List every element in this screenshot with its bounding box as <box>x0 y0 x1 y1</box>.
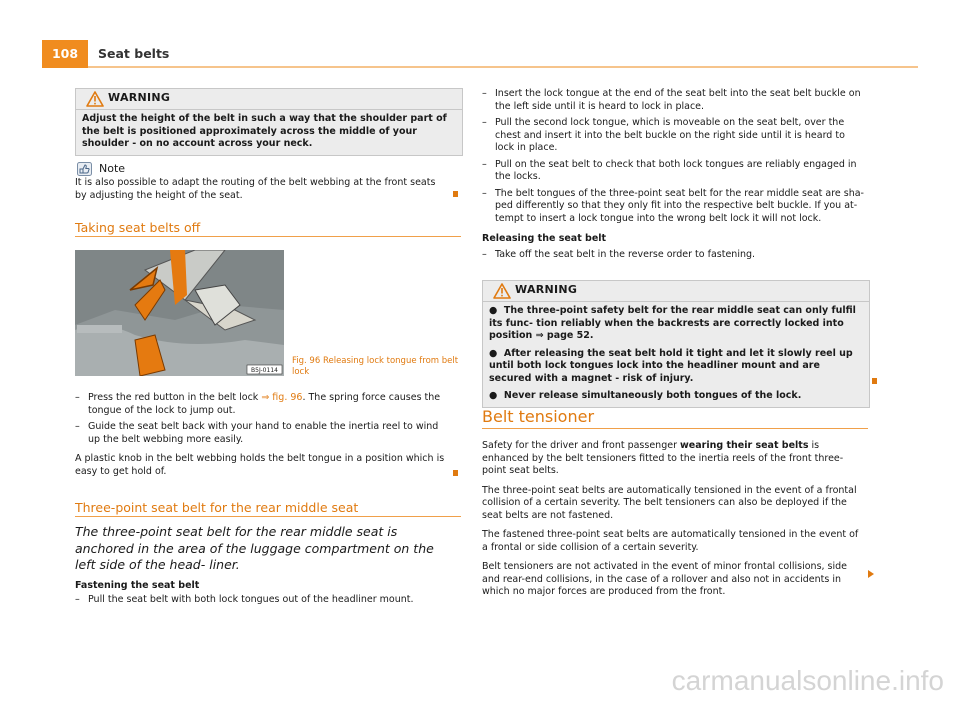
paragraph: Belt tensioners are not activated in the event of minor frontal collisions, side and rear-end collisions, in the case of a rollover and also not in accidents in which no major forces are produced from the front. <box>482 561 848 597</box>
section-rule <box>75 516 461 517</box>
page-number: 108 <box>42 40 88 68</box>
fastening-steps <box>482 88 866 261</box>
section-rule <box>482 428 868 429</box>
list-item: – Pull on the seat belt to check that both lock tongues are reliably engaged in the locks. <box>482 159 866 184</box>
list-item: – Take off the seat belt in the reverse order to fastening. <box>482 249 866 262</box>
note-icon <box>77 162 92 176</box>
figure-caption: Fig. 96 Releasing lock tongue from belt lock <box>292 356 459 377</box>
note-block <box>75 162 461 202</box>
warning-icon <box>86 91 104 107</box>
section-heading-rear-middle: Three-point seat belt for the rear middle seat <box>75 500 359 515</box>
fig-96-link[interactable]: ⇒ fig. 96 <box>261 392 303 403</box>
fastening-label: Fastening the seat belt <box>75 580 200 591</box>
watermark: carmanualsonline.info <box>671 665 944 696</box>
list-item: – Pull the seat belt with both lock tongues out of the headliner mount. <box>75 594 458 607</box>
list-item: – Pull the second lock tongue, which is moveable on the seat belt, over the chest and insert it into the belt buckle on the right side until it is heard to lock in place. <box>482 117 866 155</box>
paragraph: The three-point seat belts are automatically tensioned in the event of a frontal collision of a certain severity. The belt tensioners can also be deployed if the seat belts are not fastened. <box>482 484 857 521</box>
warning-box-left <box>75 88 463 156</box>
list-item: – Press the red button in the belt lock ⇒ fig. 96. The spring force causes the tongue of the lock to jump out. <box>75 392 445 417</box>
note-text: It is also possible to adapt the routing of the belt webbing at the front seats by adjusting the height of the seat. <box>75 177 436 201</box>
section-heading-belt-tensioner: Belt tensioner <box>482 407 595 426</box>
figure-illustration <box>75 250 284 376</box>
continue-arrow-icon <box>868 570 874 578</box>
figure-code: B5J-0114 <box>251 367 278 374</box>
section-heading-taking-off: Taking seat belts off <box>75 220 201 235</box>
paragraph: A plastic knob in the belt webbing holds the belt tongue in a position which is easy to get hold of. <box>75 453 445 477</box>
warning-bullet: ● Never release simultaneously both tongues of the lock. <box>489 390 802 401</box>
note-title: Note <box>99 162 126 175</box>
figure-96 <box>75 250 284 376</box>
warning-text: Adjust the height of the belt in such a way that the shoulder part of the belt is positioned approximately across the middle of your shoulder - on no account across your neck. <box>82 113 447 149</box>
end-marker <box>453 191 458 197</box>
list-item: – The belt tongues of the three-point seat belt for the rear middle seat are sha- ped differently so that they only fit into the respective belt buckle. If you at- tempt to insert a lock tongue into the wrong belt lock it will not lock. <box>482 188 866 226</box>
list-item: – Guide the seat belt back with your hand to enable the inertia reel to wind up the belt webbing more easily. <box>75 421 445 446</box>
header-rule <box>88 66 918 68</box>
warning-bullet: ● The three-point safety belt for the rear middle seat can only fulfil its func- tion reliably when the backrests are correctly locked into position ⇒ page 52. <box>489 305 856 341</box>
paragraph: Safety for the driver and front passenger wearing their seat belts is enhanced by the belt tensioners fitted to the inertia reels of the front three-point seat belts. <box>482 440 844 476</box>
releasing-label: Releasing the seat belt <box>482 233 607 244</box>
warning-title: WARNING <box>515 283 578 296</box>
taking-off-steps <box>75 392 445 478</box>
end-marker <box>453 470 458 476</box>
section-rule <box>75 236 461 237</box>
tensioner-text <box>482 440 866 599</box>
list-item: – Insert the lock tongue at the end of the seat belt into the seat belt buckle on the left side until it is heard to lock in place. <box>482 88 866 113</box>
chapter-title: Seat belts <box>98 46 170 61</box>
warning-icon <box>493 283 511 299</box>
warning-bullet: ● After releasing the seat belt hold it tight and let it slowly reel up until both lock tongues lock into the headliner mount and are secured with a magnet - risk of injury. <box>489 347 853 384</box>
warning-title: WARNING <box>108 91 171 104</box>
lead-text: The three-point seat belt for the rear middle seat is anchored in the area of the luggage compartment on the left side of the head- liner. <box>75 524 434 572</box>
end-marker <box>872 378 877 384</box>
warning-box-right <box>482 280 870 408</box>
paragraph: The fastened three-point seat belts are automatically tensioned in the event of a frontal or side collision of a certain severity. <box>482 529 859 553</box>
